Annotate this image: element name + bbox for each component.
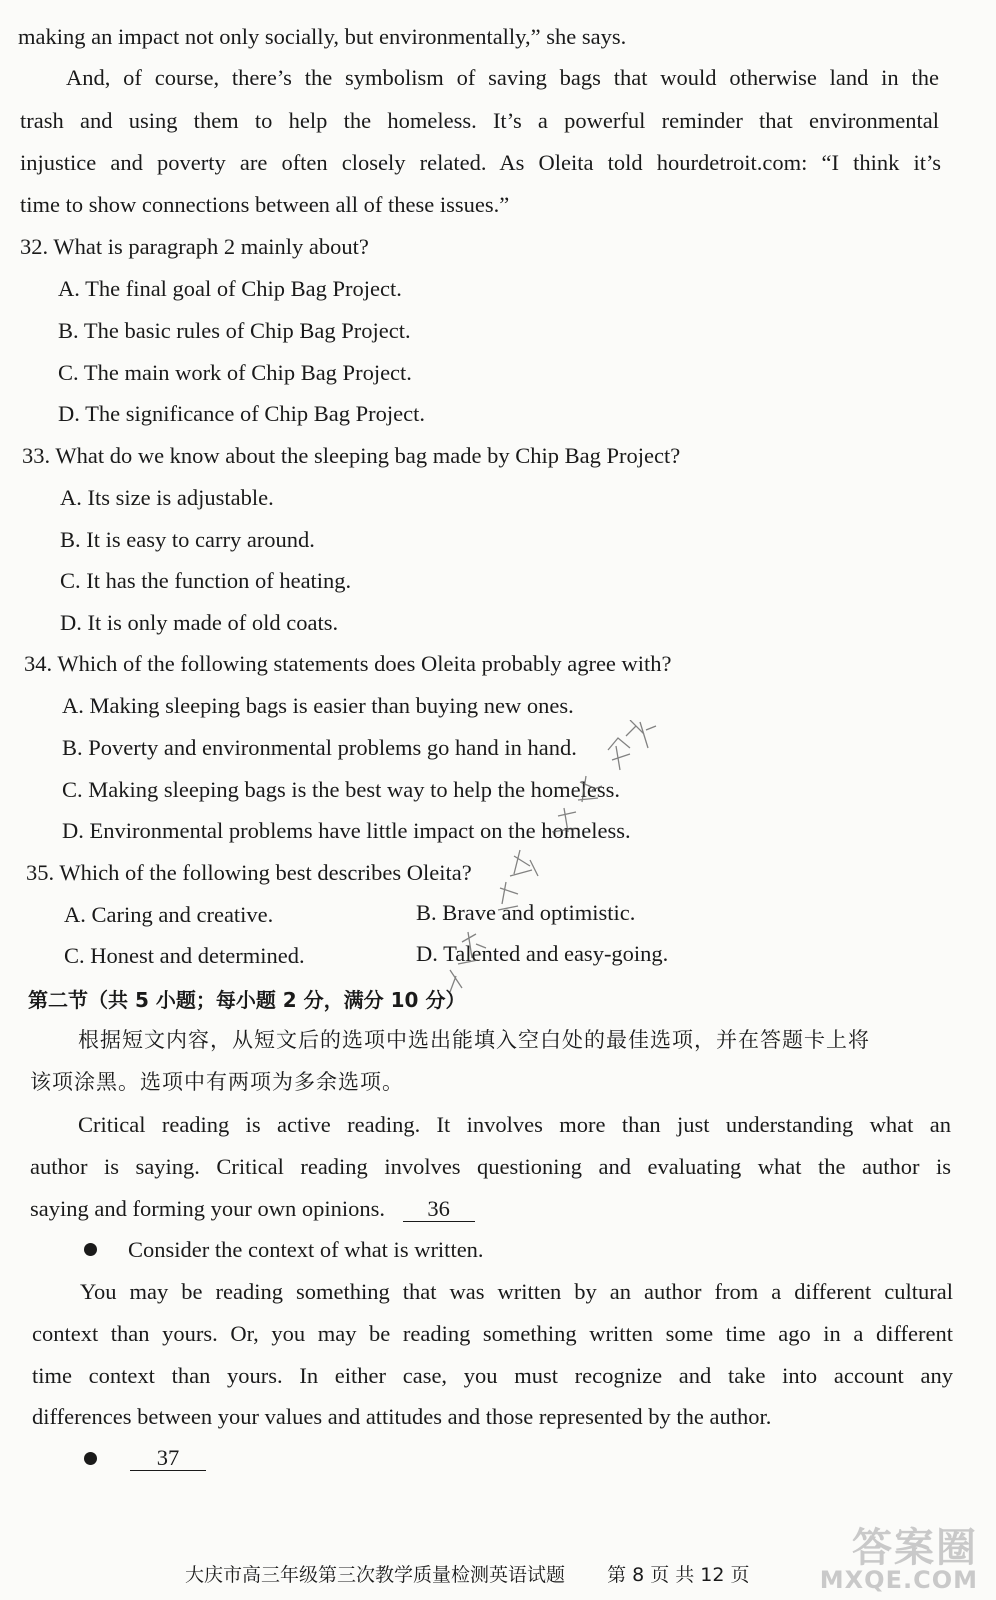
answer-option: C. Making sleeping bags is the best way to help the homeless. <box>62 777 621 802</box>
answer-option: D. It is only made of old coats. <box>60 610 339 635</box>
passage-line: trash and using them to help the homeless. It’s a powerful reminder that environmental <box>20 108 939 133</box>
answer-option: B. The basic rules of Chip Bag Project. <box>58 318 411 343</box>
blank-37: 37 <box>130 1446 206 1471</box>
footer-page-number: 第 8 页 共 12 页 <box>607 1564 750 1586</box>
answer-option: C. Honest and determined. <box>64 943 305 968</box>
passage-line: differences between your values and attitudes and those represented by the author. <box>32 1404 772 1429</box>
watermark-logo <box>819 1525 978 1594</box>
section-instruction: 该项涂黑。选项中有两项为多余选项。 <box>30 1070 404 1094</box>
passage-line: author is saying. Critical reading involves questioning and evaluating what the author is <box>30 1154 951 1179</box>
answer-option: A. Making sleeping bags is easier than buying new ones. <box>62 693 574 718</box>
page-footer <box>185 1560 750 1587</box>
passage-line: You may be reading something that was written by an author from a different cultural <box>80 1279 953 1304</box>
answer-option: B. Poverty and environmental problems go hand in hand. <box>62 735 577 760</box>
footer-title: 大庆市高三年级第三次教学质量检测英语试题 <box>185 1564 566 1586</box>
answer-option: C. The main work of Chip Bag Project. <box>58 360 412 385</box>
question-stem: 33. What do we know about the sleeping bag made by Chip Bag Project? <box>22 443 681 468</box>
watermark-url: MXQE.COM <box>819 1566 978 1594</box>
question-stem: 34. Which of the following statements does Oleita probably agree with? <box>24 651 672 676</box>
blank-36: 36 <box>403 1197 475 1222</box>
passage-line: injustice and poverty are often closely related. As Oleita told hourdetroit.com: “I think it’s <box>20 150 941 175</box>
answer-option: A. Caring and creative. <box>64 902 274 927</box>
passage-line <box>30 1194 475 1224</box>
passage-line: making an impact not only socially, but environmentally,” she says. <box>18 24 627 49</box>
question-stem: 35. Which of the following best describes Oleita? <box>26 860 472 885</box>
stamp-mark-icon <box>440 720 700 1020</box>
passage-line: context than yours. Or, you may be reading something written some time ago in a different <box>32 1321 953 1346</box>
passage-line: time to show connections between all of these issues.” <box>20 192 510 217</box>
answer-option: D. The significance of Chip Bag Project. <box>58 401 425 426</box>
answer-option: A. The final goal of Chip Bag Project. <box>58 276 402 301</box>
answer-option: A. Its size is adjustable. <box>60 485 274 510</box>
watermark-text: 答案圈 <box>852 1525 978 1571</box>
answer-option: D. Environmental problems have little impact on the homeless. <box>62 818 631 843</box>
answer-option: B. Brave and optimistic. <box>416 900 636 925</box>
section-instruction: 根据短文内容，从短文后的选项中选出能填入空白处的最佳选项，并在答题卡上将 <box>78 1028 870 1052</box>
passage-text: saying and forming your own opinions. <box>30 1196 385 1221</box>
passage-line: time context than yours. In either case, you must recognize and take into account any <box>32 1363 953 1388</box>
question-stem: 32. What is paragraph 2 mainly about? <box>20 234 369 259</box>
section-heading: 第二节（共 5 小题；每小题 2 分，满分 10 分） <box>28 988 466 1012</box>
bullet-icon <box>84 1452 97 1465</box>
passage-line: And, of course, there’s the symbolism of saving bags that would otherwise land in the <box>66 65 939 90</box>
answer-option: C. It has the function of heating. <box>60 568 352 593</box>
answer-option: B. It is easy to carry around. <box>60 527 315 552</box>
answer-option: D. Talented and easy-going. <box>416 941 669 966</box>
passage-line: Critical reading is active reading. It involves more than just understanding what an <box>78 1112 951 1137</box>
blank-line <box>130 1443 206 1473</box>
bullet-text: Consider the context of what is written. <box>128 1237 484 1262</box>
bullet-icon <box>84 1243 97 1256</box>
